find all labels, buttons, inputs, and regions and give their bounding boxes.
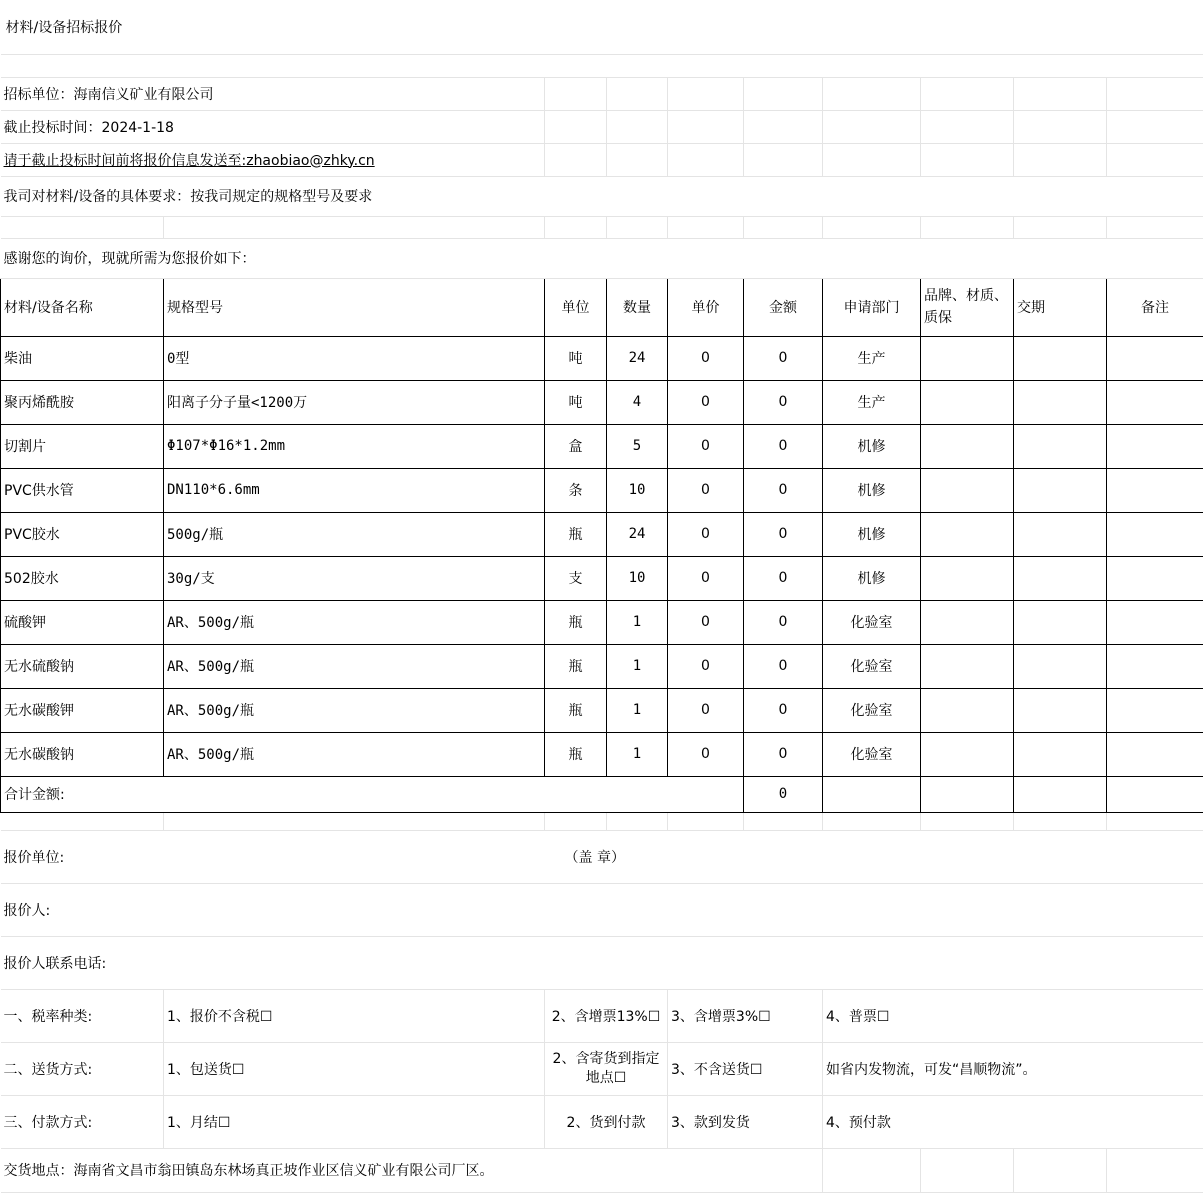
item-price[interactable]: 0 [668, 688, 744, 732]
item-amount: 0 [744, 380, 823, 424]
item-delivery[interactable] [1014, 644, 1107, 688]
item-delivery[interactable] [1014, 556, 1107, 600]
table-row [1, 644, 1203, 688]
item-unit: 支 [545, 556, 607, 600]
shipping-note: 如省内发物流，可发“昌顺物流”。 [823, 1042, 1203, 1095]
item-note[interactable] [1107, 512, 1203, 556]
item-brand[interactable] [921, 644, 1014, 688]
item-amount: 0 [744, 688, 823, 732]
tax-option-1[interactable]: 1、报价不含税☐ [164, 989, 545, 1042]
payment-row [1, 1095, 1203, 1148]
item-dept: 机修 [823, 556, 921, 600]
payment-option-4[interactable]: 4、预付款 [823, 1095, 1203, 1148]
item-name: 切割片 [1, 424, 164, 468]
quote-phone-label: 报价人联系电话: [1, 936, 1203, 989]
item-spec: 0型 [164, 336, 545, 380]
item-name: 无水碳酸钾 [1, 688, 164, 732]
item-amount: 0 [744, 512, 823, 556]
shipping-row [1, 1042, 1203, 1095]
item-delivery[interactable] [1014, 732, 1107, 776]
table-row [1, 688, 1203, 732]
item-unit: 瓶 [545, 512, 607, 556]
item-qty: 1 [607, 644, 668, 688]
item-brand[interactable] [921, 732, 1014, 776]
item-price[interactable]: 0 [668, 336, 744, 380]
quote-unit-label: 报价单位: [1, 830, 545, 883]
payment-option-1[interactable]: 1、月结☐ [164, 1095, 545, 1148]
item-rows [1, 336, 1203, 776]
item-dept: 机修 [823, 468, 921, 512]
col-header-dept: 申请部门 [823, 278, 921, 336]
email-notice-link[interactable]: 请于截止投标时间前将报价信息发送至:zhaobiao@zhky.cn [1, 143, 545, 176]
col-header-note: 备注 [1107, 278, 1203, 336]
col-header-delivery: 交期 [1014, 278, 1107, 336]
item-amount: 0 [744, 644, 823, 688]
item-note[interactable] [1107, 732, 1203, 776]
item-amount: 0 [744, 600, 823, 644]
table-row [1, 600, 1203, 644]
table-row [1, 336, 1203, 380]
item-brand[interactable] [921, 380, 1014, 424]
item-dept: 生产 [823, 336, 921, 380]
item-delivery[interactable] [1014, 600, 1107, 644]
bidder-unit: 招标单位：海南信义矿业有限公司 [1, 77, 545, 110]
item-note[interactable] [1107, 468, 1203, 512]
total-label: 合计金额: [1, 776, 744, 812]
item-qty: 10 [607, 468, 668, 512]
item-unit: 条 [545, 468, 607, 512]
item-amount: 0 [744, 468, 823, 512]
item-qty: 10 [607, 556, 668, 600]
item-qty: 1 [607, 688, 668, 732]
item-unit: 盒 [545, 424, 607, 468]
shipping-option-1[interactable]: 1、包送货☐ [164, 1042, 545, 1095]
item-name: 无水硫酸钠 [1, 644, 164, 688]
item-price[interactable]: 0 [668, 600, 744, 644]
table-row [1, 424, 1203, 468]
item-name: PVC供水管 [1, 468, 164, 512]
item-note[interactable] [1107, 688, 1203, 732]
item-note[interactable] [1107, 600, 1203, 644]
item-price[interactable]: 0 [668, 468, 744, 512]
item-qty: 5 [607, 424, 668, 468]
item-note[interactable] [1107, 380, 1203, 424]
bid-deadline: 截止投标时间：2024-1-18 [1, 110, 545, 143]
item-note[interactable] [1107, 644, 1203, 688]
item-spec: AR、500g/瓶 [164, 600, 545, 644]
table-row [1, 556, 1203, 600]
item-brand[interactable] [921, 600, 1014, 644]
item-price[interactable]: 0 [668, 556, 744, 600]
tax-option-2[interactable]: 2、含增票13%☐ [545, 989, 668, 1042]
item-amount: 0 [744, 424, 823, 468]
item-brand[interactable] [921, 336, 1014, 380]
item-brand[interactable] [921, 512, 1014, 556]
col-header-unit: 单位 [545, 278, 607, 336]
item-spec: Φ107*Φ16*1.2mm [164, 424, 545, 468]
item-delivery[interactable] [1014, 336, 1107, 380]
item-spec: AR、500g/瓶 [164, 688, 545, 732]
item-dept: 化验室 [823, 644, 921, 688]
item-name: 硫酸钾 [1, 600, 164, 644]
col-header-qty: 数量 [607, 278, 668, 336]
item-amount: 0 [744, 336, 823, 380]
table-row [1, 380, 1203, 424]
total-value: 0 [744, 776, 823, 812]
item-spec: AR、500g/瓶 [164, 732, 545, 776]
quote-person-label: 报价人: [1, 883, 1203, 936]
item-name: 502胶水 [1, 556, 164, 600]
item-dept: 生产 [823, 380, 921, 424]
item-unit: 瓶 [545, 732, 607, 776]
tax-option-4[interactable]: 4、普票☐ [823, 989, 1203, 1042]
tax-type-label: 一、税率种类: [1, 989, 164, 1042]
tax-option-3[interactable]: 3、含增票3%☐ [668, 989, 823, 1042]
item-delivery[interactable] [1014, 468, 1107, 512]
item-spec: DN110*6.6mm [164, 468, 545, 512]
item-note[interactable] [1107, 556, 1203, 600]
item-qty: 24 [607, 336, 668, 380]
item-dept: 机修 [823, 512, 921, 556]
seal-text: （盖 章） [545, 830, 1203, 883]
item-price[interactable]: 0 [668, 424, 744, 468]
item-unit: 瓶 [545, 644, 607, 688]
item-spec: AR、500g/瓶 [164, 644, 545, 688]
item-amount: 0 [744, 732, 823, 776]
payment-option-2[interactable]: 2、货到付款 [545, 1095, 668, 1148]
col-header-spec: 规格型号 [164, 278, 545, 336]
item-name: 无水碳酸钠 [1, 732, 164, 776]
table-row [1, 468, 1203, 512]
item-note[interactable] [1107, 424, 1203, 468]
shipping-option-2[interactable]: 2、含寄货到指定地点☐ [545, 1042, 668, 1095]
item-dept: 机修 [823, 424, 921, 468]
payment-label: 三、付款方式: [1, 1095, 164, 1148]
item-unit: 瓶 [545, 600, 607, 644]
item-dept: 化验室 [823, 688, 921, 732]
table-row [1, 732, 1203, 776]
item-price[interactable]: 0 [668, 644, 744, 688]
item-brand[interactable] [921, 424, 1014, 468]
shipping-option-3[interactable]: 3、不含送货☐ [668, 1042, 823, 1095]
item-brand[interactable] [921, 688, 1014, 732]
item-qty: 24 [607, 512, 668, 556]
item-unit: 吨 [545, 336, 607, 380]
delivery-place: 交货地点：海南省文昌市翁田镇岛东林场真正坡作业区信义矿业有限公司厂区。 [1, 1148, 823, 1192]
tax-type-row [1, 989, 1203, 1042]
item-spec: 500g/瓶 [164, 512, 545, 556]
item-price[interactable]: 0 [668, 512, 744, 556]
item-name: 柴油 [1, 336, 164, 380]
requirements-text: 我司对材料/设备的具体要求：按我司规定的规格型号及要求 [1, 176, 1203, 216]
total-row [1, 776, 1203, 812]
payment-option-3[interactable]: 3、款到发货 [668, 1095, 823, 1148]
item-name: 聚丙烯酰胺 [1, 380, 164, 424]
item-price[interactable]: 0 [668, 380, 744, 424]
item-qty: 1 [607, 600, 668, 644]
col-header-amount: 金额 [744, 278, 823, 336]
item-dept: 化验室 [823, 732, 921, 776]
item-brand[interactable] [921, 556, 1014, 600]
table-row [1, 512, 1203, 556]
item-amount: 0 [744, 556, 823, 600]
item-note[interactable] [1107, 336, 1203, 380]
item-delivery[interactable] [1014, 512, 1107, 556]
item-price[interactable]: 0 [668, 732, 744, 776]
thanks-text: 感谢您的询价，现就所需为您报价如下： [1, 238, 1203, 278]
item-delivery[interactable] [1014, 424, 1107, 468]
item-qty: 1 [607, 732, 668, 776]
page-title: 材料/设备招标报价 [1, 0, 1203, 54]
item-unit: 瓶 [545, 688, 607, 732]
shipping-label: 二、送货方式: [1, 1042, 164, 1095]
item-delivery[interactable] [1014, 688, 1107, 732]
item-spec: 阳离子分子量<1200万 [164, 380, 545, 424]
col-header-price: 单价 [668, 278, 744, 336]
item-qty: 4 [607, 380, 668, 424]
item-delivery[interactable] [1014, 380, 1107, 424]
item-spec: 30g/支 [164, 556, 545, 600]
col-header-brand: 品牌、材质、质保 [921, 278, 1014, 336]
item-unit: 吨 [545, 380, 607, 424]
item-brand[interactable] [921, 468, 1014, 512]
item-name: PVC胶水 [1, 512, 164, 556]
item-dept: 化验室 [823, 600, 921, 644]
col-header-name: 材料/设备名称 [1, 278, 164, 336]
table-header-row [1, 278, 1203, 336]
